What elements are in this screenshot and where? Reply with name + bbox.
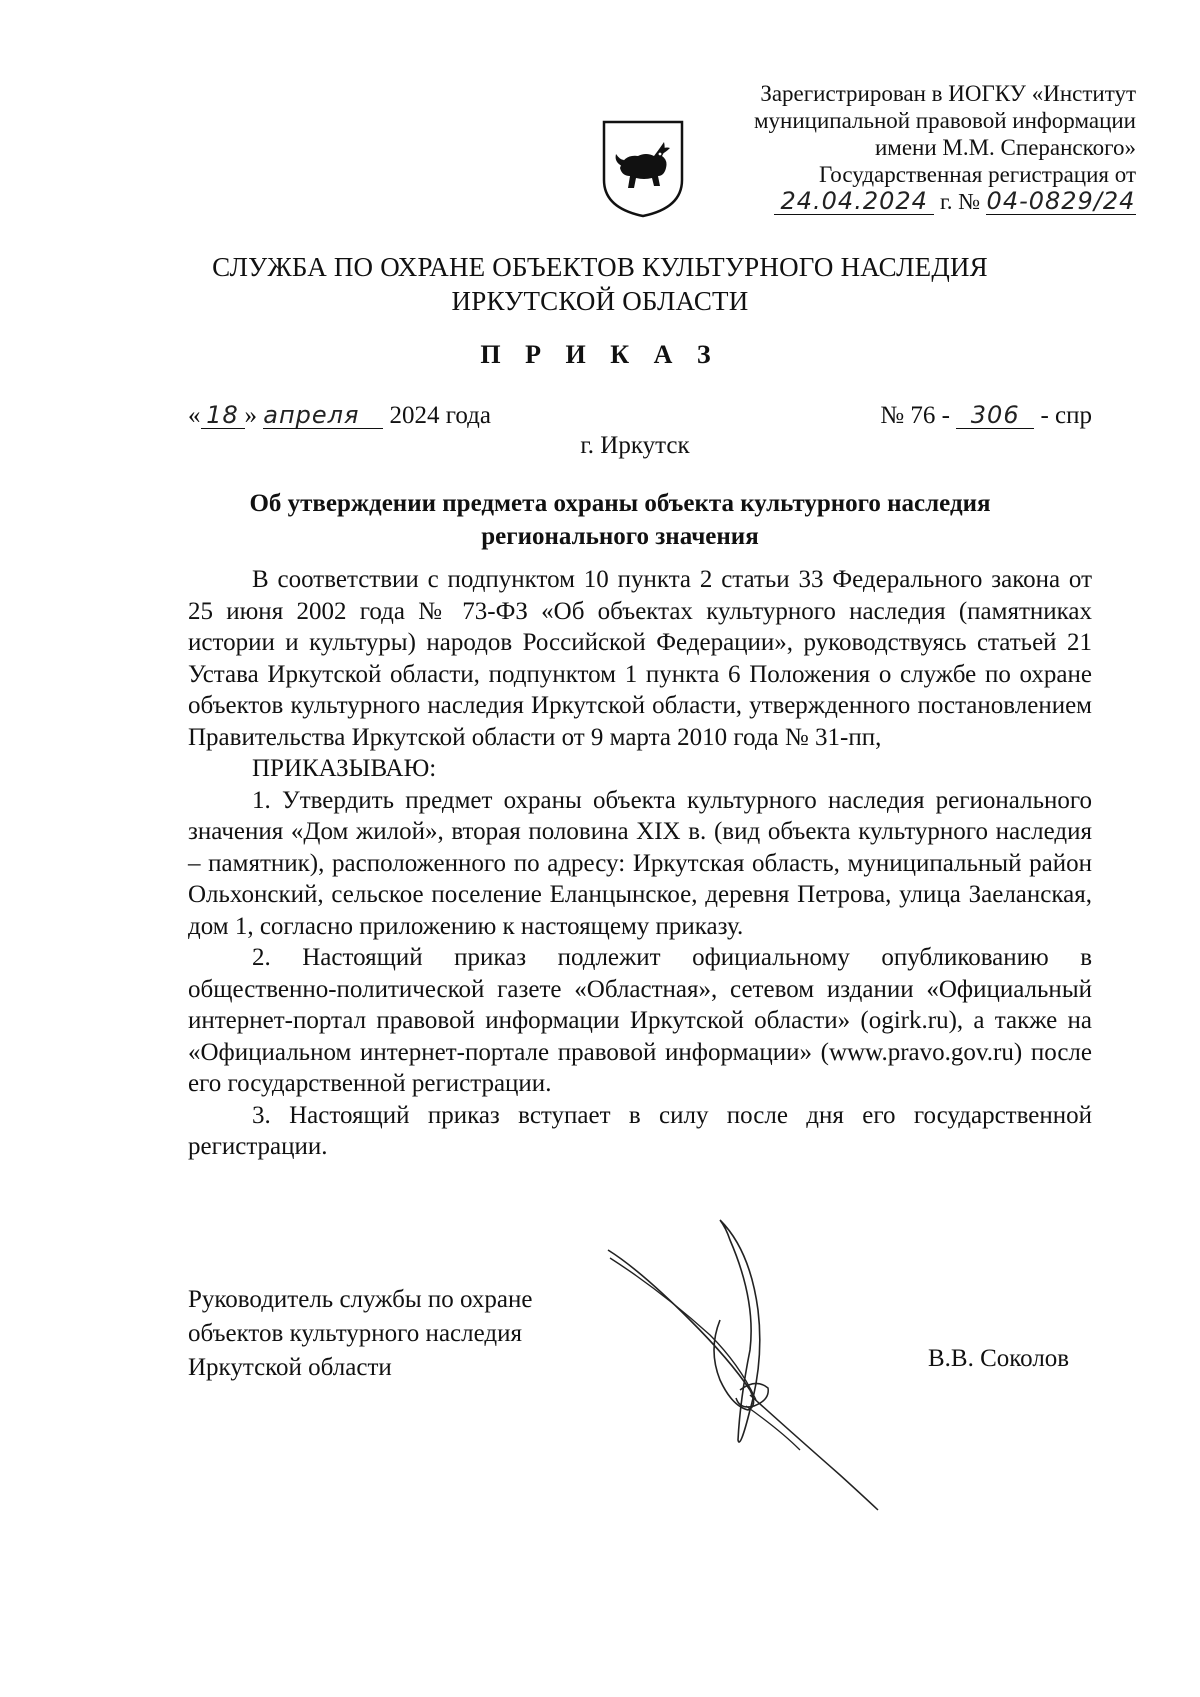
registration-line-4: Государственная регистрация от <box>819 162 1136 187</box>
order-day: 18 <box>201 402 245 429</box>
registration-line-1: Зарегистрирован в ИОГКУ «Институт <box>760 81 1136 106</box>
registration-number: 04-0829/24 <box>986 187 1136 215</box>
preamble-paragraph: В соответствии с подпунктом 10 пункта 2 статьи 33 Федерального закона от 25 июня 2002 года № 73-ФЗ «Об объектах культурного наследия (памятниках истории и культуры) народов Российской Федерации», руководствуясь статьей 21 Устава Иркутской области, подпунктом 1 пункта 6 Положения о службе по охране объектов культурного наследия Иркутской области, утвержденного постановлением Правительства Иркутской области от 9 марта 2010 года № 31-пп, <box>188 566 1092 751</box>
order-subject <box>180 487 1060 553</box>
subject-line-1: Об утверждении предмета охраны объекта культурного наследия <box>249 490 991 517</box>
signatory-line-3: Иркутской области <box>188 1354 392 1381</box>
order-city: г. Иркутск <box>580 432 690 459</box>
quote-open: « <box>188 402 201 429</box>
item-2-paragraph: 2. Настоящий приказ подлежит официальному опубликованию в общественно-политической газете «Областная», сетевом издании «Официальный интернет-портал правовой информации Иркутской области» (ogirk.ru), а также на «Официальном интернет-портале правовой информации» (www.pravo.gov.ru) после его государственной регистрации. <box>188 944 1092 1097</box>
organization-line-2: ИРКУТСКОЙ ОБЛАСТИ <box>451 286 749 316</box>
registration-date: 24.04.2024 <box>774 188 934 215</box>
order-number <box>880 402 1092 430</box>
order-number-prefix: № 76 - <box>880 402 950 429</box>
registration-number-label: г. № <box>939 189 981 214</box>
registration-stamp <box>690 80 1136 220</box>
signatory-line-1: Руководитель службы по охране <box>188 1286 533 1313</box>
item-1-paragraph: 1. Утвердить предмет охраны объекта культурного наследия регионального значения «Дом жилой», вторая половина XIX в. (вид объекта культурного наследия – памятник), расположенного по адресу: Иркутская область, муниципальный район Ольхонский, сельское поселение Еланцынское, деревня Петрова, улица Заеланская, дом 1, согласно приложению к настоящему приказу. <box>188 786 1092 940</box>
item-3-paragraph: 3. Настоящий приказ вступает в силу после дня его государственной регистрации. <box>188 1101 1092 1160</box>
organization-line-1: СЛУЖБА ПО ОХРАНЕ ОБЪЕКТОВ КУЛЬТУРНОГО НАСЛЕДИЯ <box>212 252 988 282</box>
organization-name <box>0 250 1200 318</box>
document-type: П Р И К А З <box>480 340 720 369</box>
order-date <box>188 402 491 430</box>
quote-close: » <box>244 402 257 429</box>
registration-line-2: муниципальной правовой информации <box>753 108 1136 133</box>
registration-date-line <box>690 188 1136 220</box>
order-number-value: 306 <box>956 402 1034 429</box>
command-paragraph: ПРИКАЗЫВАЮ: <box>252 755 437 782</box>
subject-line-2: регионального значения <box>481 523 759 550</box>
signatory-title <box>188 1283 608 1385</box>
signatory-line-2: объектов культурного наследия <box>188 1320 522 1347</box>
irkutsk-coat-of-arms-icon <box>600 118 686 218</box>
order-body <box>188 564 1092 1163</box>
signatory-name: В.В. Соколов <box>928 1345 1070 1372</box>
order-month: апреля <box>263 402 383 429</box>
order-year: 2024 года <box>389 402 491 429</box>
order-number-suffix: - спр <box>1040 402 1092 429</box>
handwritten-signature-icon <box>600 1210 930 1530</box>
registration-line-3: имени М.М. Сперанского» <box>874 135 1136 160</box>
